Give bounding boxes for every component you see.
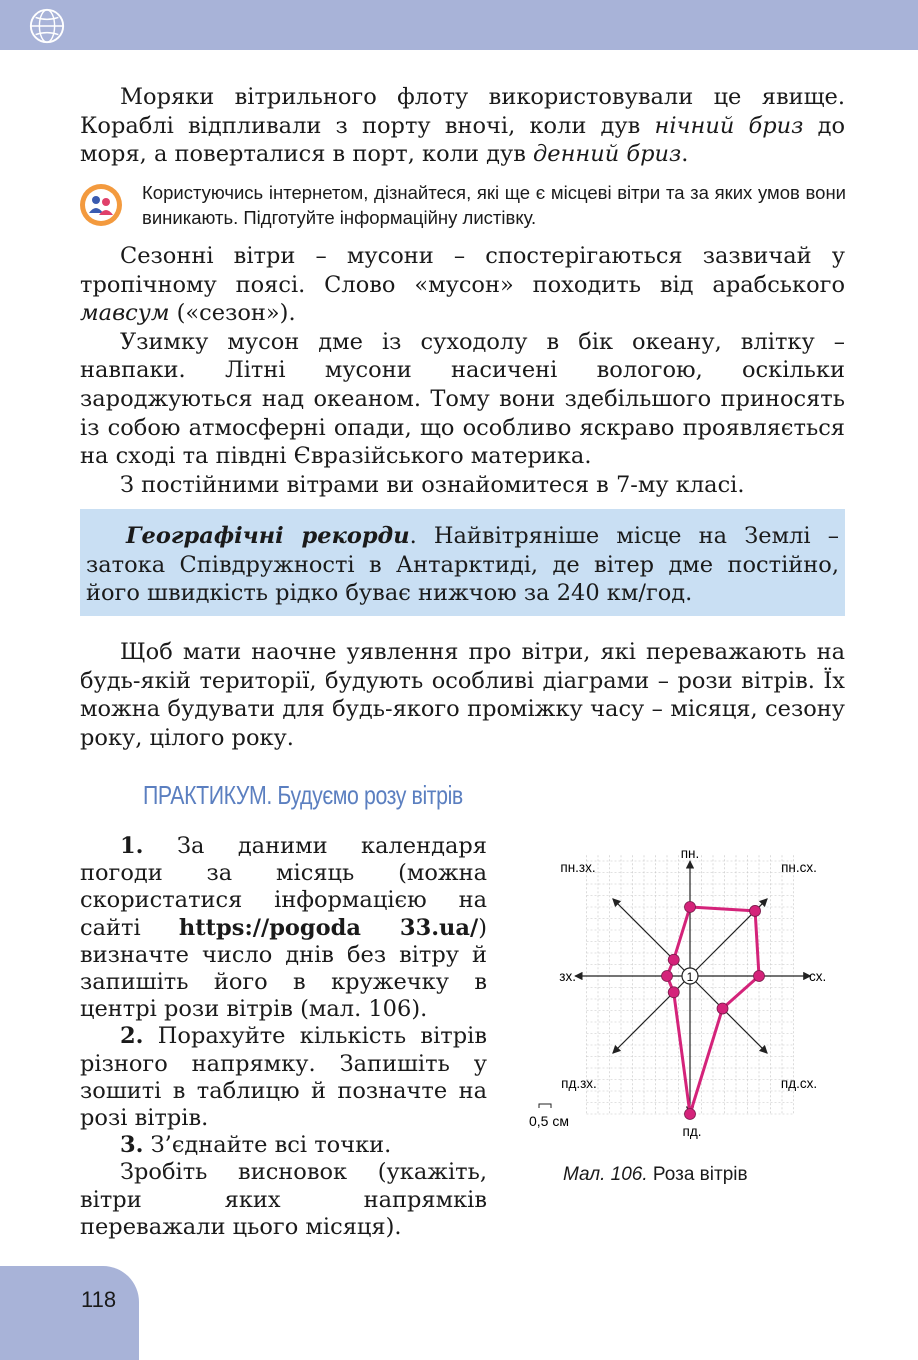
point-sw [668, 987, 679, 998]
rose-intro-paragraph: Щоб мати наочне уявлення про вітри, які переважають на будь-якій території, будують особливі діаграми – рози вітрів. Їх можна будувати для будь-якого проміжку часу – місяця, сезону року, цілого року. [80, 639, 845, 751]
records-box [80, 509, 845, 616]
label-southeast: пд.сх. [780, 1076, 818, 1091]
point-s [685, 1109, 696, 1120]
label-southwest: пд.зх. [561, 1076, 597, 1091]
records-title: Географічні рекорди [126, 523, 410, 549]
page-number: 118 [81, 1287, 117, 1312]
intro-paragraph: Моряки вітрильного флоту використовували це явище. Кораблі відпливали з порту вночі, коли дув нічний бриз до моря, а поверталися в порт, коли дув денний бриз. [80, 84, 845, 168]
scale-bracket [539, 1104, 551, 1108]
page-number-tab [0, 1266, 139, 1360]
term-night-breeze: нічний бриз [654, 112, 804, 139]
step-2: 2. Порахуйте кількість вітрів різного напрямку. Запишіть у зошиті в таблицю й позначте на розі вітрів. [80, 1023, 487, 1132]
globe-icon [28, 7, 66, 45]
calm-days-value: 1 [686, 970, 694, 984]
weather-site-url: https://pogoda 33.ua/ [178, 914, 479, 941]
label-north: пн. [680, 846, 700, 861]
label-south: пд. [682, 1124, 702, 1139]
step-3: 3. З’єднайте всі точки. [120, 1132, 392, 1159]
label-northwest: пн.зх. [560, 860, 596, 875]
point-se [717, 1003, 728, 1014]
label-east: сх. [809, 969, 827, 984]
point-e [754, 971, 765, 982]
point-n [685, 902, 696, 913]
people-icon [78, 182, 124, 228]
term-day-breeze: денний бриз [533, 141, 682, 168]
monsoon-paragraph-2: Узимку мусон дме із суходолу в бік океану, влітку – навпаки. Літні мусони насичені вологою, оскільки зароджуються над океаном. Тому вони здебільшого приносять із собою атмосферні опади, що особливо яскраво проявляється на сході та півдні Євразійського материка. [80, 328, 845, 470]
records-text: Географічні рекорди. Найвітряніше місце на Землі – затока Співдружності в Антарктиді, де вітер дме постійно, його швидкість рідко буває нижчою за 240 км/год. [86, 523, 839, 607]
term-mavsum: мавсум [80, 300, 170, 327]
practicum-title: ПРАКТИКУМ. Будуємо розу вітрів [143, 780, 463, 810]
header-bar [0, 0, 918, 50]
monsoon-paragraph-1: Сезонні вітри – мусони – спостерігаються зазвичай у тропічному поясі. Слово «мусон» походить від арабського мавсум («сезон»). [80, 243, 845, 327]
label-west: зх. [559, 969, 576, 984]
internet-task [78, 180, 848, 232]
figure-caption: Мал. 106. Роза вітрів [563, 1164, 748, 1185]
wind-rose-chart [520, 838, 850, 1148]
step-1: 1. За даними календаря погоди за місяць (можна скористатися інформацією на сайті https://pogoda 33.ua/) визначте число днів без вітру й запишіть його в кружечку в центрі рози вітрів (мал. 106). [80, 833, 487, 1023]
task-text: Користуючись інтернетом, дізнайтеся, які ще є місцеві вітри та за яких умов вони виникають. Підготуйте інформаційну листівку. [142, 182, 846, 228]
conclusion-step: Зробіть висновок (укажіть, вітри яких напрямків переважали цього місяця). [80, 1159, 487, 1240]
label-northeast: пн.сх. [781, 860, 817, 875]
point-nw [668, 954, 679, 965]
scale-label: 0,5 см [529, 1113, 569, 1129]
wind-rose-polygon [667, 907, 759, 1114]
monsoon-paragraph-3: З постійними вітрами ви ознайомитеся в 7-му класі. [120, 471, 745, 498]
point-w [662, 971, 673, 982]
monsoons-section [80, 242, 845, 499]
point-ne [750, 905, 761, 916]
practicum-steps [80, 833, 487, 1241]
